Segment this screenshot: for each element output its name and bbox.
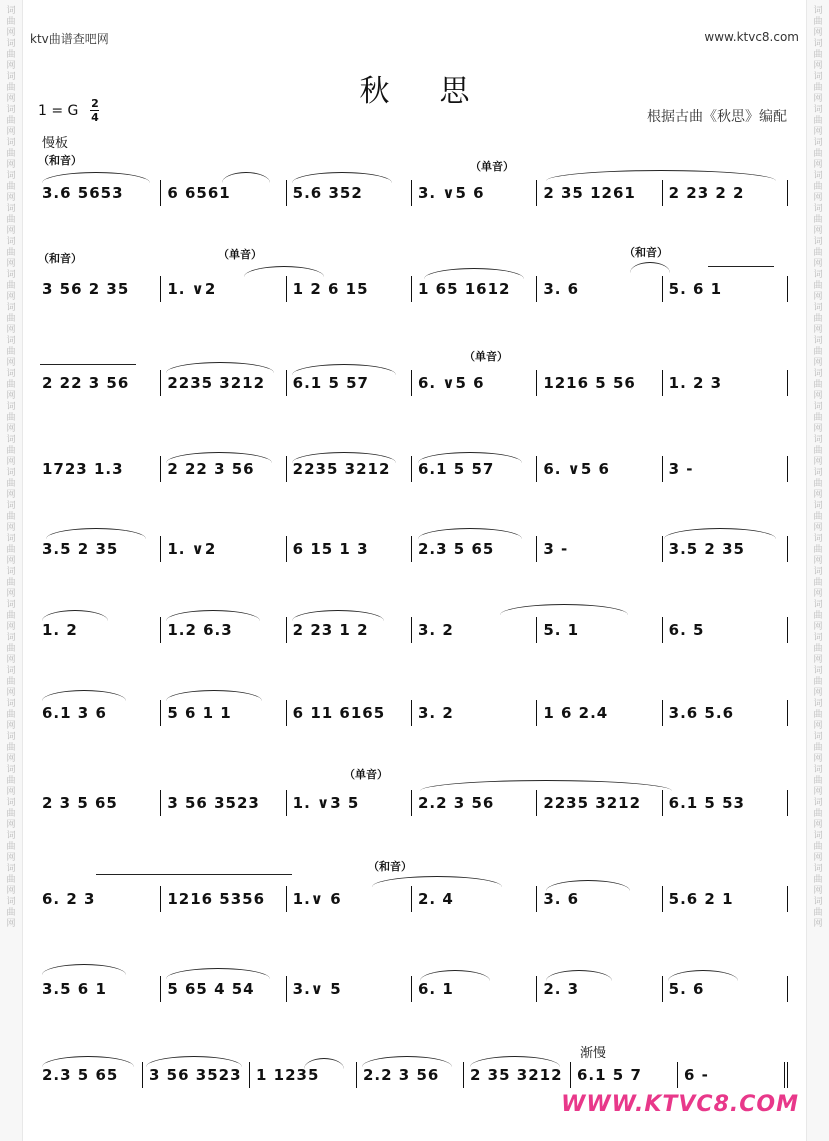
tie [40, 364, 136, 365]
notation-row-9 [36, 886, 788, 912]
measure: 5. 1 [537, 617, 662, 643]
measure: 5.6 2 1 [663, 886, 788, 912]
measure: 1216 5356 [161, 886, 286, 912]
performance-mark: （单音） [464, 350, 508, 363]
notation-row-1 [36, 180, 788, 206]
measure: 3.5 2 35 [36, 536, 161, 562]
notation-row-4 [36, 456, 788, 482]
measure: 2 35 3212 [464, 1062, 571, 1088]
notation-row-10 [36, 976, 788, 1002]
measure: 2235 3212 [537, 790, 662, 816]
measure: 2.2 3 56 [412, 790, 537, 816]
measure: 3 - [663, 456, 788, 482]
measure: 5. 6 1 [663, 276, 788, 302]
measure: 2 22 3 56 [36, 370, 161, 396]
measure-final: 6 - [678, 1062, 788, 1088]
time-signature [90, 98, 99, 123]
measure: 1.∨ 6 [287, 886, 412, 912]
measure: 6.1 3 6 [36, 700, 161, 726]
performance-mark: （和音） [624, 246, 668, 259]
measure: 6. ∨5 6 [537, 456, 662, 482]
notation-row-7 [36, 700, 788, 726]
measure: 2. 4 [412, 886, 537, 912]
arranger-note: 根据古曲《秋思》编配 [647, 109, 787, 125]
measure: 1 6 2.4 [537, 700, 662, 726]
watermark-text: 词曲网词曲网词曲网词曲网词曲网词曲网词曲网词曲网词曲网词曲网词曲网词曲网词曲网词曲网词曲网词曲网词曲网词曲网词曲网词曲网词曲网词曲网词曲网词曲网词曲网词曲网词曲网词曲网 [813, 6, 823, 929]
measure: 6.1 5 53 [663, 790, 788, 816]
tempo-change-mark: 渐慢 [580, 1046, 607, 1061]
measure: 2 35 1261 [537, 180, 662, 206]
score-title: 秋思 [359, 74, 520, 109]
measure: 6. 1 [412, 976, 537, 1002]
notation-row-2 [36, 276, 788, 302]
site-url[interactable]: www.ktvc8.com [704, 30, 799, 44]
measure: 6 15 1 3 [287, 536, 412, 562]
notation-row-8 [36, 790, 788, 816]
performance-mark: （单音） [218, 248, 262, 261]
measure: 2.2 3 56 [357, 1062, 464, 1088]
measure: 2235 3212 [287, 456, 412, 482]
notation-row-3 [36, 370, 788, 396]
measure: 1216 5 56 [537, 370, 662, 396]
measure: 2. 3 [537, 976, 662, 1002]
measure: 1. 2 [36, 617, 161, 643]
measure: 6 11 6165 [287, 700, 412, 726]
measure: 3.6 5653 [36, 180, 161, 206]
performance-mark: （单音） [344, 768, 388, 781]
measure: 1. ∨2 [161, 276, 286, 302]
measure: 5 65 4 54 [161, 976, 286, 1002]
measure: 2.3 5 65 [36, 1062, 143, 1088]
measure: 1 65 1612 [412, 276, 537, 302]
meter-top: 2 [91, 97, 99, 110]
measure: 3.∨ 5 [287, 976, 412, 1002]
performance-mark: （和音） [38, 154, 82, 167]
measure: 3. 6 [537, 276, 662, 302]
measure: 3 56 3523 [161, 790, 286, 816]
meter-bottom: 4 [91, 111, 99, 124]
measure: 2235 3212 [161, 370, 286, 396]
measure: 3.6 5.6 [663, 700, 788, 726]
measure: 6.1 5 57 [412, 456, 537, 482]
measure: 1. 2 3 [663, 370, 788, 396]
measure: 2 23 1 2 [287, 617, 412, 643]
key-signature [38, 98, 99, 123]
watermark-strip-right [806, 0, 829, 1141]
measure: 3. 2 [412, 700, 537, 726]
measure: 3. ∨5 6 [412, 180, 537, 206]
measure: 2.3 5 65 [412, 536, 537, 562]
performance-mark: （和音） [368, 860, 412, 873]
measure: 3. 6 [537, 886, 662, 912]
measure: 1. ∨3 5 [287, 790, 412, 816]
measure: 1.2 6.3 [161, 617, 286, 643]
measure: 2 3 5 65 [36, 790, 161, 816]
tempo-mark: 慢板 [42, 136, 69, 151]
measure: 1 2 6 15 [287, 276, 412, 302]
performance-mark: （和音） [38, 252, 82, 265]
watermark-strip-left [0, 0, 23, 1141]
measure: 3.5 6 1 [36, 976, 161, 1002]
measure: 6. 5 [663, 617, 788, 643]
site-name[interactable]: ktv曲谱查吧网 [30, 32, 109, 46]
performance-mark: （单音） [470, 160, 514, 173]
notation-row-6 [36, 617, 788, 643]
measure: 5.6 352 [287, 180, 412, 206]
measure: 1 1235 [250, 1062, 357, 1088]
key-label: 1 = G [38, 102, 79, 119]
notation-row-5 [36, 536, 788, 562]
slur [500, 604, 628, 615]
measure: 3. 2 [412, 617, 537, 643]
measure: 2 22 3 56 [161, 456, 286, 482]
measure: 3 56 3523 [143, 1062, 250, 1088]
measure: 6 6561 [161, 180, 286, 206]
slur [42, 964, 126, 975]
measure: 3 - [537, 536, 662, 562]
measure: 6. ∨5 6 [412, 370, 537, 396]
measure: 3 56 2 35 [36, 276, 161, 302]
measure: 5. 6 [663, 976, 788, 1002]
tie [96, 874, 292, 875]
measure: 1. ∨2 [161, 536, 286, 562]
notation-row-11 [36, 1062, 788, 1088]
measure: 1723 1.3 [36, 456, 161, 482]
tie [708, 266, 774, 267]
watermark-text: 词曲网词曲网词曲网词曲网词曲网词曲网词曲网词曲网词曲网词曲网词曲网词曲网词曲网词曲网词曲网词曲网词曲网词曲网词曲网词曲网词曲网词曲网词曲网词曲网词曲网词曲网词曲网词曲网 [6, 6, 16, 929]
measure: 2 23 2 2 [663, 180, 788, 206]
measure: 3.5 2 35 [663, 536, 788, 562]
measure: 6. 2 3 [36, 886, 161, 912]
brand-logo[interactable]: WWW.KTVC8.COM [561, 1092, 799, 1117]
slur [630, 262, 670, 273]
measure: 5 6 1 1 [161, 700, 286, 726]
measure: 6.1 5 57 [287, 370, 412, 396]
measure: 6.1 5 7 [571, 1062, 678, 1088]
